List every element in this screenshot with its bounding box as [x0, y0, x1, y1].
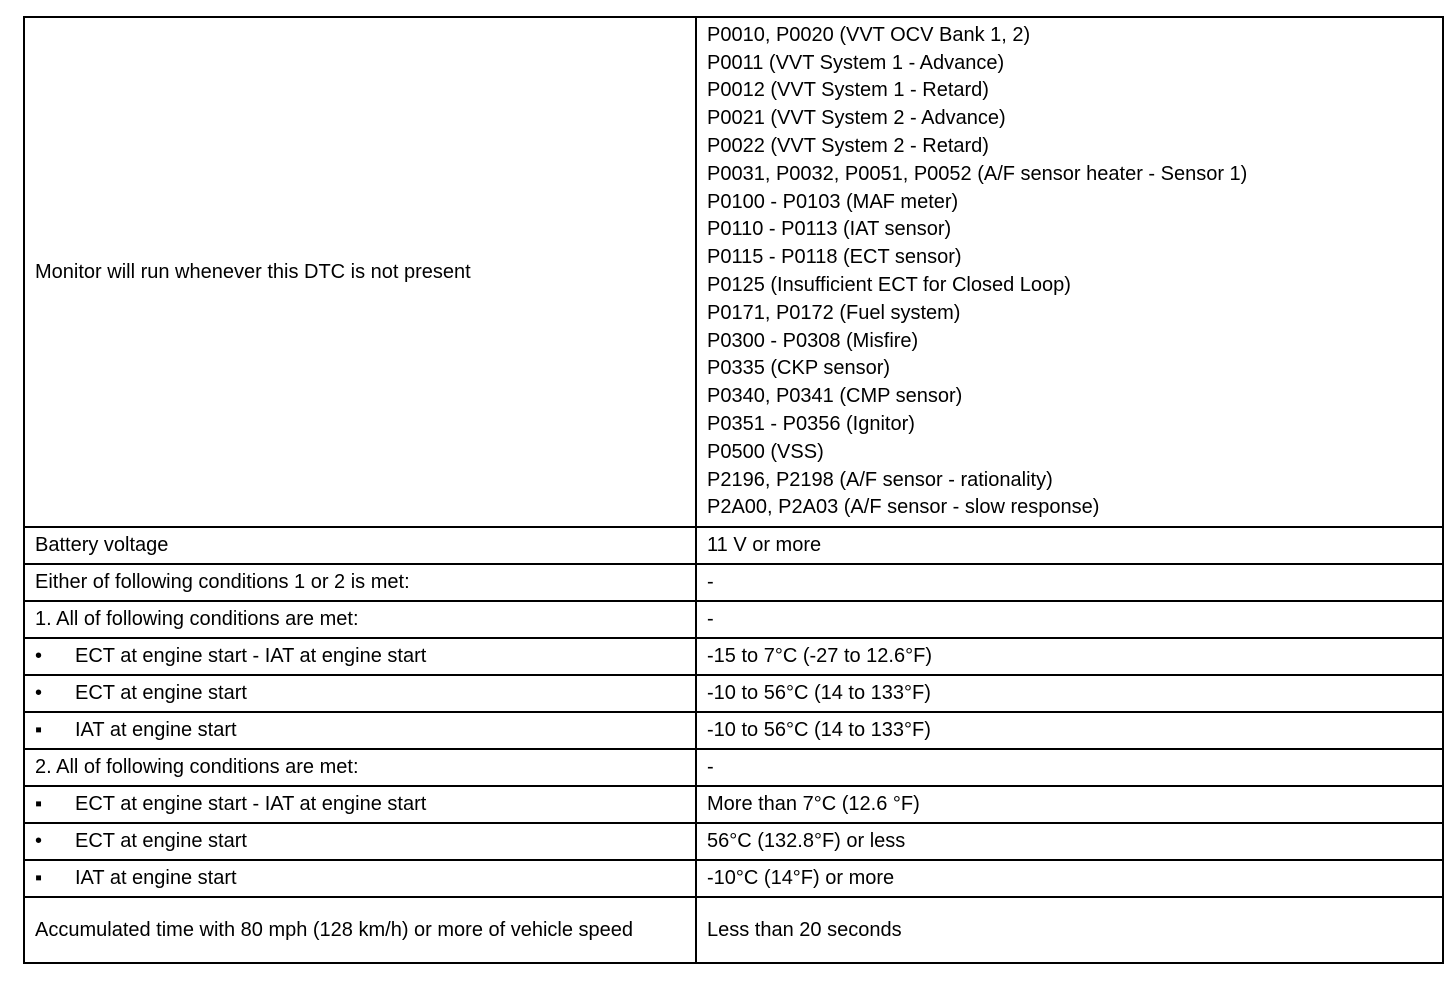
dtc-item: P0125 (Insufficient ECT for Closed Loop) [707, 274, 1071, 296]
value-cell [696, 749, 1443, 786]
table-row [24, 527, 1443, 564]
condition-text: ECT at engine start - IAT at engine start [75, 645, 427, 667]
conditions-table [23, 16, 1444, 964]
table-row [24, 786, 1443, 823]
condition-cell [24, 675, 696, 712]
condition-cell [24, 823, 696, 860]
dtc-item: P0021 (VVT System 2 - Advance) [707, 107, 1006, 130]
condition-text: 2. All of following conditions are met: [35, 756, 359, 778]
condition-text: Battery voltage [35, 534, 169, 556]
value-cell [696, 823, 1443, 860]
condition-cell [24, 860, 696, 897]
value-text: - [707, 756, 714, 778]
dtc-item: P2A00, P2A03 (A/F sensor - slow response) [707, 496, 1100, 519]
value-text: - [707, 571, 714, 593]
condition-cell [24, 749, 696, 786]
value-text: -15 to 7°C (-27 to 12.6°F) [707, 645, 932, 667]
table-row [24, 675, 1443, 712]
value-text: - [707, 608, 714, 630]
dtc-item: P0340, P0341 (CMP sensor) [707, 385, 963, 408]
value-cell [696, 786, 1443, 823]
condition-text: ECT at engine start - IAT at engine start [75, 793, 427, 815]
dtc-item: P0010, P0020 (VVT OCV Bank 1, 2) [707, 23, 1031, 46]
table-row [24, 601, 1443, 638]
condition-text: IAT at engine start [75, 719, 237, 741]
table-row [24, 564, 1443, 601]
condition-text: Either of following conditions 1 or 2 is met: [35, 571, 410, 593]
dtc-item: P0171, P0172 (Fuel system) [707, 301, 961, 324]
value-text: -10 to 56°C (14 to 133°F) [707, 682, 931, 704]
table-row [24, 749, 1443, 786]
dtc-item: P0335 (CKP sensor) [707, 357, 891, 380]
table-row [24, 823, 1443, 860]
condition-text: 1. All of following conditions are met: [35, 608, 359, 630]
bullet-glyph: • [35, 645, 43, 667]
bullet-glyph: ▪ [35, 793, 43, 815]
table-row [24, 638, 1443, 675]
bullet-glyph: • [35, 830, 43, 852]
value-text: More than 7°C (12.6 °F) [707, 793, 920, 815]
bullet-glyph: • [35, 682, 43, 704]
condition-text: Accumulated time with 80 mph (128 km/h) or more of vehicle speed [35, 918, 634, 941]
table-row [24, 897, 1443, 963]
condition-cell [24, 601, 696, 638]
value-cell [696, 712, 1443, 749]
dtc-item: P0115 - P0118 (ECT sensor) [707, 246, 962, 269]
value-cell [696, 601, 1443, 638]
condition-cell [24, 897, 696, 963]
condition-cell [24, 527, 696, 564]
value-text: Less than 20 seconds [707, 918, 902, 941]
dtc-item: P0500 (VSS) [707, 440, 824, 463]
condition-cell [24, 638, 696, 675]
dtc-item: P2196, P2198 (A/F sensor - rationality) [707, 468, 1053, 491]
condition-text: ECT at engine start [75, 830, 247, 852]
condition-cell [24, 786, 696, 823]
dtc-item: P0100 - P0103 (MAF meter) [707, 190, 959, 213]
condition-text: ECT at engine start [75, 682, 247, 704]
value-cell [696, 638, 1443, 675]
condition-cell [24, 712, 696, 749]
condition-text: Monitor will run whenever this DTC is not present [35, 260, 471, 283]
value-cell [696, 897, 1443, 963]
value-cell [696, 675, 1443, 712]
condition-text: IAT at engine start [75, 867, 237, 889]
condition-cell [24, 564, 696, 601]
dtc-item: P0300 - P0308 (Misfire) [707, 329, 919, 352]
dtc-item: P0022 (VVT System 2 - Retard) [707, 135, 989, 158]
value-text: -10°C (14°F) or more [707, 867, 895, 889]
table-row [24, 860, 1443, 897]
value-text: -10 to 56°C (14 to 133°F) [707, 719, 931, 741]
value-cell [696, 860, 1443, 897]
table-row [24, 17, 1443, 527]
dtc-item: P0012 (VVT System 1 - Retard) [707, 79, 989, 102]
value-cell [696, 527, 1443, 564]
bullet-glyph: ▪ [35, 867, 43, 889]
dtc-item: P0031, P0032, P0051, P0052 (A/F sensor heater - Sensor 1) [707, 162, 1248, 185]
dtc-item: P0351 - P0356 (Ignitor) [707, 412, 915, 435]
dtc-list-cell [696, 17, 1443, 527]
table-row [24, 712, 1443, 749]
dtc-item: P0011 (VVT System 1 - Advance) [707, 51, 1005, 74]
condition-cell [24, 17, 696, 527]
bullet-glyph: ▪ [35, 719, 43, 741]
value-cell [696, 564, 1443, 601]
dtc-item: P0110 - P0113 (IAT sensor) [707, 218, 952, 241]
value-text: 11 V or more [707, 534, 822, 556]
value-text: 56°C (132.8°F) or less [707, 830, 906, 852]
